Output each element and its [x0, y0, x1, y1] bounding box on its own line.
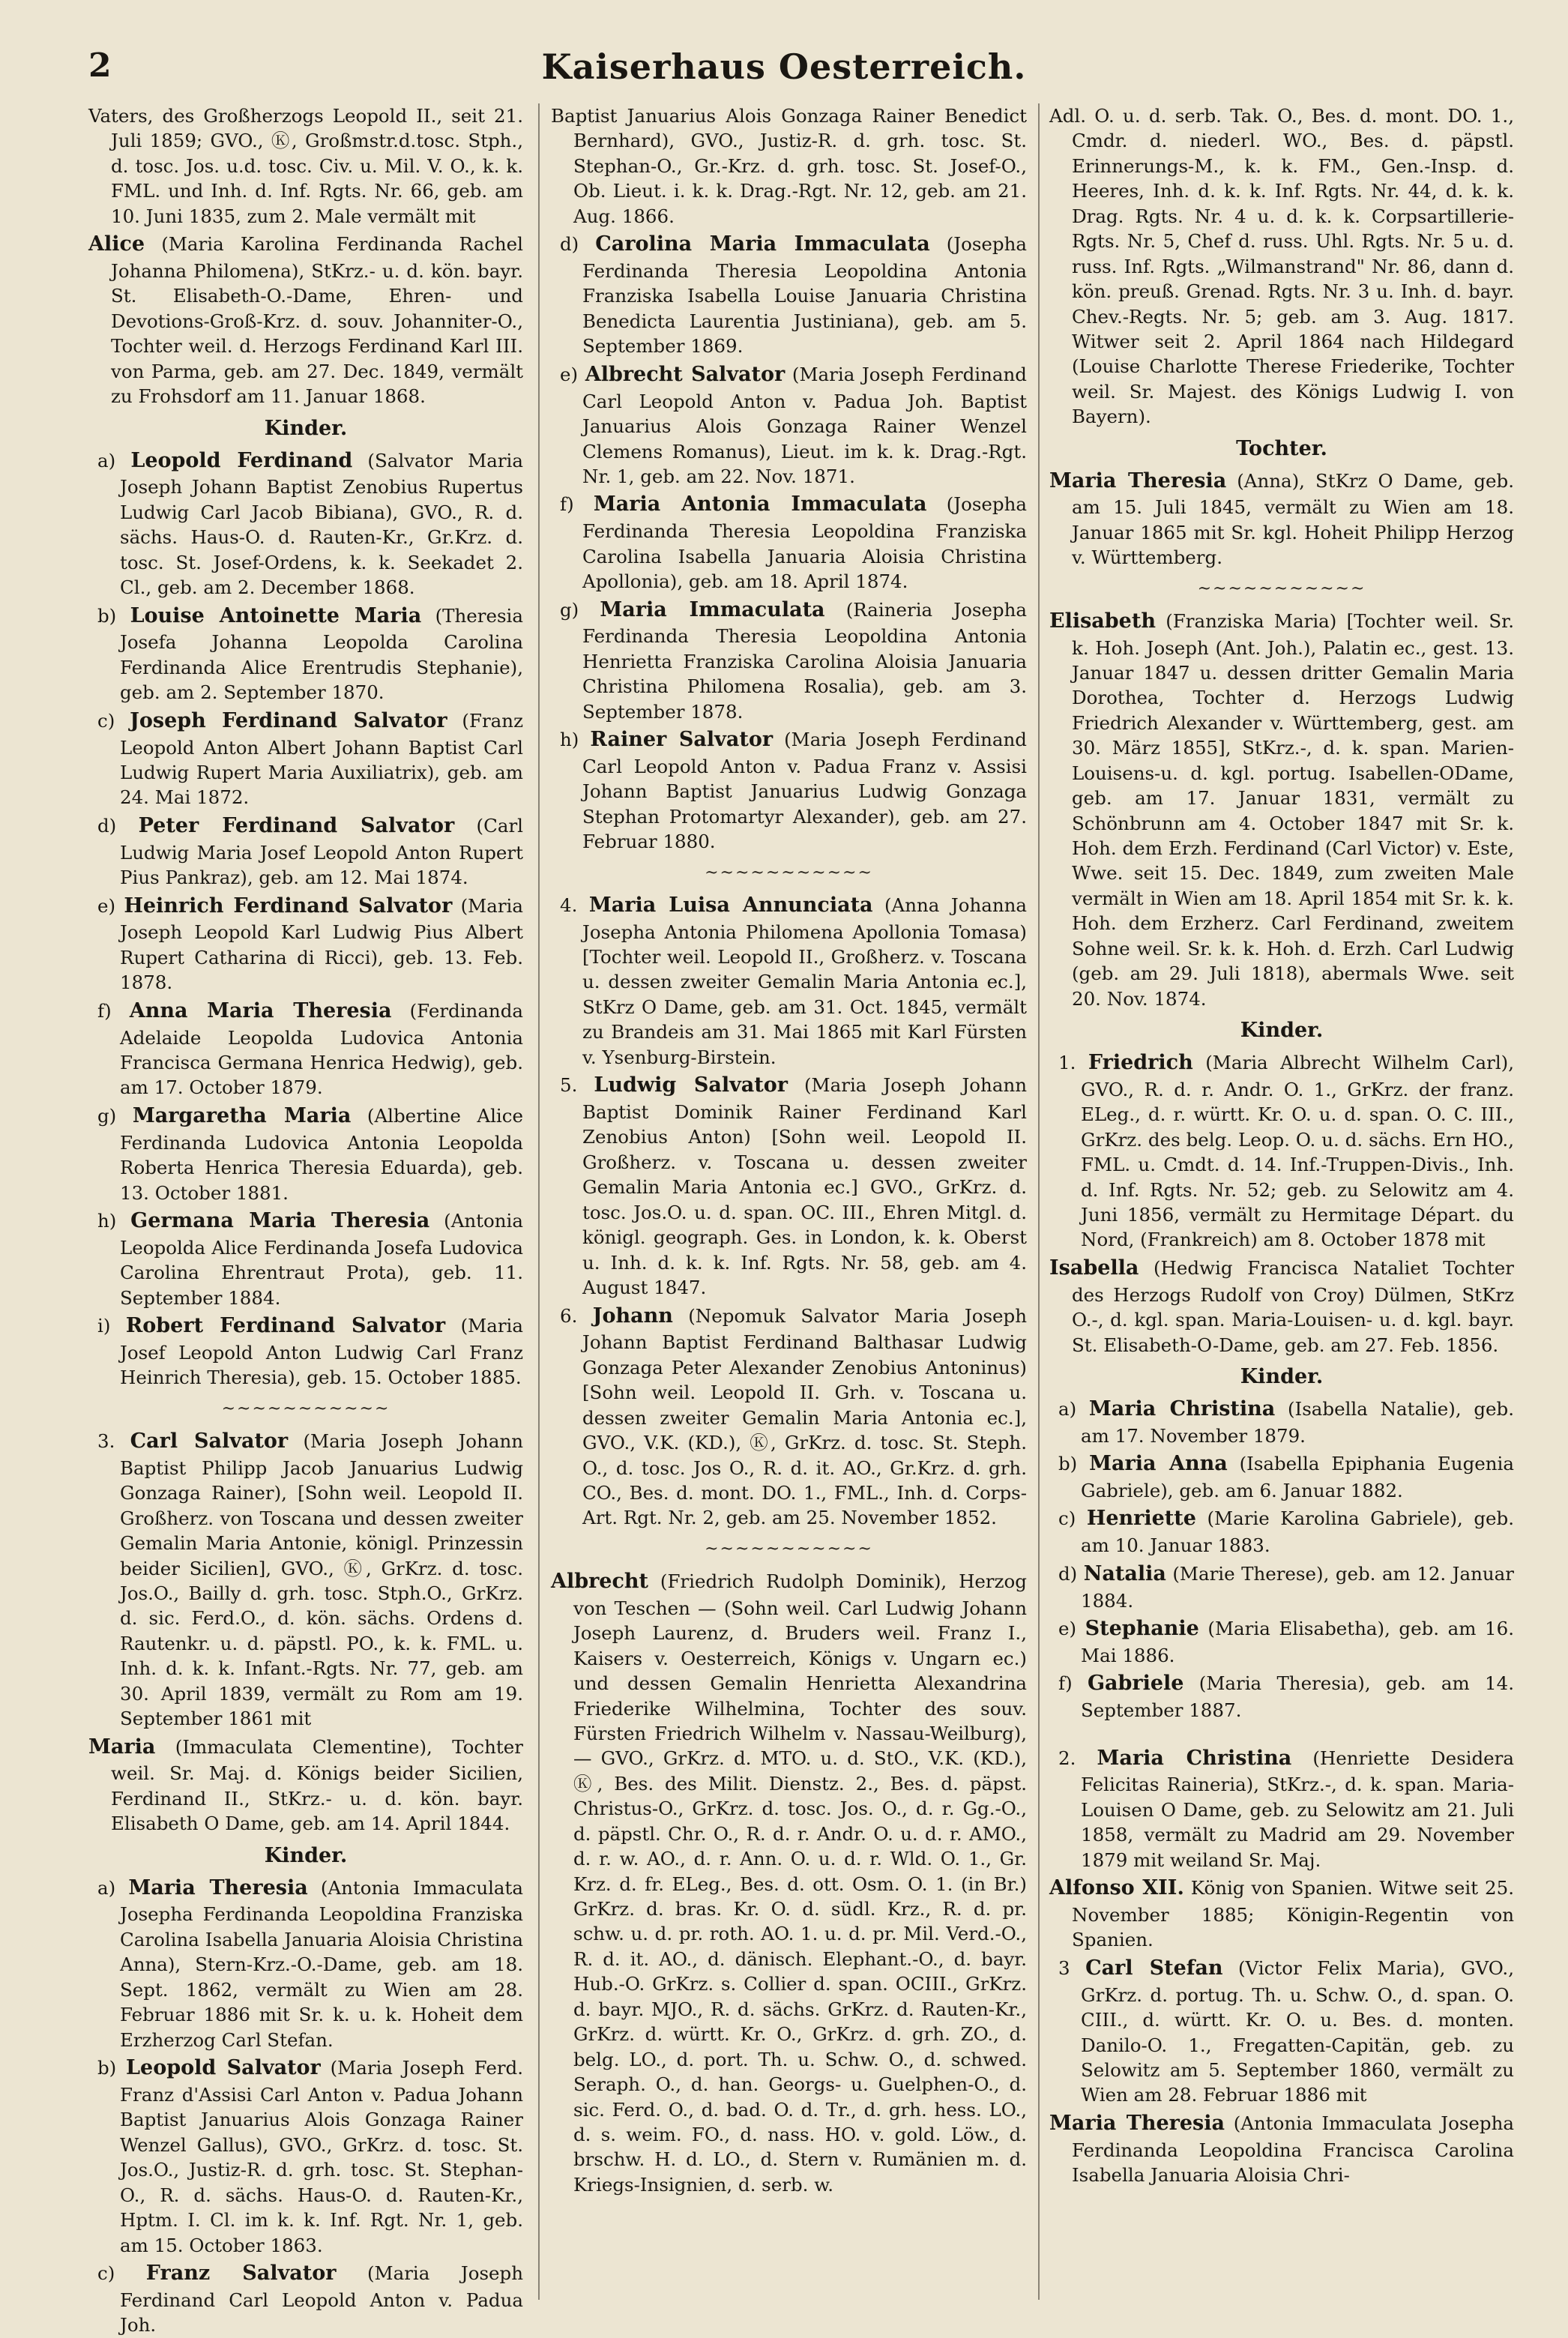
entry-name: Heinrich Ferdinand Salvator — [124, 894, 453, 918]
entry — [97, 1313, 523, 1391]
ornament-divider: ~~~~~~~~~~~ — [705, 863, 873, 882]
entry — [97, 448, 523, 600]
entry-text: (Isabella Natalie), geb. am 17. November 1879. — [1081, 1397, 1514, 1447]
entry — [560, 361, 1027, 489]
entry — [560, 1303, 1027, 1531]
spacer — [1049, 1726, 1514, 1745]
entry-name: Johann — [592, 1304, 673, 1328]
entry-index: b) — [1058, 1453, 1078, 1475]
entry-index: d) — [560, 233, 579, 256]
entry-name: Maria Theresia — [1049, 2111, 1225, 2135]
column-left — [88, 103, 524, 2337]
entry — [97, 2260, 523, 2338]
entry-index: a) — [1058, 1397, 1077, 1420]
section-heading: Kinder. — [264, 416, 348, 440]
entry-name: Maria Luisa Annunciata — [588, 893, 873, 917]
entry-text: (Maria Joseph Johann Baptist Philipp Jacob Januarius Ludwig Gonzaga Rainer), [Sohn weil. Leopold II. Großherz. von Toscana und dessen zweiter Gemalin Maria Antonie, königl. Prinzessin beider Sicilien], GVO., Ⓚ, GrKrz. d. tosc. Jos.O., Bailly d. grh. tosc. Stph.O., GrKrz. d. sic. Ferd.O., d. kön. sächs. Ordens d. Rautenkr. u. d. päpstl. PO., k. k. FML. u. Inh. d. k. k. Infant.-Rgts. Nr. 77, geb. am 30. April 1839, vermält zu Rom am 19. September 1861 mit — [120, 1429, 524, 1730]
entry — [1058, 1955, 1514, 2108]
entry-index: g) — [97, 1104, 117, 1127]
entry-text: (Maria Theresia), geb. am 14. September 1887. — [1081, 1672, 1514, 1722]
entry — [88, 103, 523, 229]
entry-index: 5. — [560, 1074, 578, 1097]
entry — [1058, 1450, 1514, 1503]
entry-name: Albrecht — [551, 1569, 649, 1593]
column-rule — [1038, 103, 1040, 2300]
entry-index: b) — [97, 604, 117, 627]
entry — [97, 1875, 523, 2052]
page-header — [0, 46, 1568, 99]
entry-text: (Immaculata Clementine), Tochter weil. Sr. Maj. d. Königs beider Sicilien, Ferdinand II., StKrz.- u. d. kön. bayr. Elisabeth O Dame, geb. am 14. April 1844. — [111, 1735, 523, 1835]
entry-text: (Maria Joseph Leopold Karl Ludwig Pius Albert Rupert Catharina di Ricci), geb. 13. Feb. 1878. — [120, 894, 523, 994]
entry — [1058, 1745, 1514, 1873]
entry-index: c) — [1058, 1507, 1076, 1530]
entry-index: 3. — [97, 1429, 115, 1452]
entry-name: Leopold Salvator — [126, 2056, 321, 2080]
entry-name: Maria Theresia — [1049, 468, 1227, 492]
entry-text: (Josepha Ferdinanda Theresia Leopoldina Antonia Franziska Isabella Louise Januaria Christina Benedicta Laurentia Justiniana), geb. am 5. September 1869. — [582, 233, 1027, 358]
entry-name: Natalia — [1083, 1561, 1166, 1585]
entry-index: a) — [97, 1876, 116, 1899]
entry-index: 2. — [1058, 1747, 1076, 1769]
entry-name: Friedrich — [1088, 1050, 1193, 1074]
column-middle — [551, 103, 1027, 2300]
entry-index: e) — [1058, 1617, 1077, 1639]
entry-name: Alice — [88, 232, 145, 256]
section-heading: Kinder. — [1240, 1365, 1324, 1389]
entry — [97, 1208, 523, 1310]
entry-text: (Maria Josef Leopold Anton Ludwig Carl Franz Heinrich Theresia), geb. 15. October 1885. — [120, 1315, 523, 1389]
entry-name: Alfonso XII. — [1049, 1876, 1184, 1900]
entry-text: (Nepomuk Salvator Maria Joseph Johann Baptist Ferdinand Balthasar Ludwig Gonzaga Peter Alexander Zenobius Antoninus) [Sohn weil. Leopold II. Grh. v. Toscana u. dessen zweiter Gemalin Maria Antonia ec.], GVO., V.K. (KD.), Ⓚ, GrKrz. d. tosc. St. Steph. O., d. tosc. Jos O., R. d. it. AO., Gr.Krz. d. grh. CO., Bes. d. mont. DO. 1., FML., Inh. d. Corps-Art. Rgt. Nr. 2, geb. am 25. November 1852. — [582, 1304, 1027, 1529]
entry-name: Joseph Ferdinand Salvator — [130, 708, 447, 732]
entry-text: (Isabella Epiphania Eugenia Gabriele), geb. am 6. Januar 1882. — [1081, 1453, 1514, 1501]
entry-name: Franz Salvator — [145, 2261, 337, 2285]
entry-index: e) — [560, 363, 579, 385]
entry-name: Anna Maria Theresia — [129, 998, 392, 1022]
entry — [560, 491, 1027, 594]
entry-index: e) — [97, 894, 116, 917]
entry — [551, 1568, 1027, 2197]
page-number: 2 — [88, 46, 112, 85]
entry-text: (Franziska Maria) [Tochter weil. Sr. k. Hoh. Joseph (Ant. Joh.), Palatin ec., gest. 13. Januar 1847 u. dessen dritter Gemalin Maria Dorothea, Tochter d. Herzogs Ludwig Friedrich Alexander v. Württemberg, gest. am 30. März 1855], StKrz.-, d. k. span. Marien-Louisens-u. d. kgl. portug. Isabellen-ODame, geb. am 17. Januar 1831, vermält zu Schönbrunn am 4. October 1847 mit Sr. k. Hoh. dem Erzh. Ferdinand (Carl Victor) v. Este, Wwe. seit 15. Dec. 1849, zum zweiten Male vermält in Wien am 18. April 1854 mit Sr. k. k. Hoh. dem Erzherz. Carl Ferdinand, zweitem Sohne weil. Sr. k. k. Hoh. d. Erzh. Carl Ludwig (geb. am 29. Juli 1818), abermals Wwe. seit 20. Nov. 1874. — [1072, 609, 1514, 1010]
entry-text: (Antonia Immaculata Josepha Ferdinanda Leopoldina Franziska Carolina Isabella Januaria Aloisia Christina Anna), Stern-Krz.-O.-Dame, geb. am 18. Sept. 1862, vermält zu Wien am 28. Februar 1886 mit Sr. k. u. k. Hoheit dem Erzherzog Carl Stefan. — [120, 1876, 523, 2051]
entry-name: Albrecht Salvator — [585, 362, 785, 386]
entry-name: Carl Salvator — [130, 1429, 289, 1453]
entry-text: (Victor Felix Maria), GVO., GrKrz. d. portug. Th. u. Schw. O., d. span. O. CIII., d. württ. Kr. O. u. Bes. d. monten. Danilo-O. 1., Fregatten-Capitän, geb. zu Selowitz am 5. September 1860, vermält zu Wien am 28. Februar 1886 mit — [1081, 1956, 1514, 2106]
entry-index: f) — [1058, 1672, 1073, 1695]
entry-name: Carolina Maria Immaculata — [595, 232, 930, 256]
entry — [88, 231, 523, 409]
entry — [560, 231, 1027, 359]
entry-text: (Hedwig Francisca Nataliet Tochter des Herzogs Rudolf von Croy) Dülmen, StKrz O.-, d. kgl. span. Maria-Louisen- u. d. kgl. bayr. St. Elisabeth-O-Dame, geb. am 27. Feb. 1856. — [1072, 1256, 1514, 1356]
entry — [88, 1734, 523, 1837]
entry-name: Maria Christina — [1088, 1397, 1276, 1420]
entry-text: (Carl Ludwig Maria Josef Leopold Anton Rupert Pius Pankraz), geb. am 12. Mai 1874. — [120, 814, 523, 889]
entry — [97, 893, 523, 995]
section-heading: Kinder. — [264, 1843, 348, 1867]
entry-text: (Maria Joseph Johann Baptist Dominik Rainer Ferdinand Karl Zenobius Anton) [Sohn weil. Leopold II. Großherz. v. Toscana u. dessen zweiter Gemalin Maria Antonia ec.] GVO., GrKrz. d. tosc. Jos.O. u. d. span. OC. III., Ehren Mitgl. d. königl. geograph. Ges. in London, k. k. Oberst u. Inh. d. k. k. Inf. Rgts. Nr. 58, geb. am 4. August 1847. — [582, 1074, 1028, 1299]
entry-text: (Anna), StKrz O Dame, geb. am 15. Juli 1845, vermält zu Wien am 18. Januar 1865 mit Sr. kgl. Hoheit Philipp Herzog v. Württemberg. — [1072, 469, 1514, 569]
entry-name: Leopold Ferdinand — [130, 448, 353, 472]
entry — [1049, 103, 1514, 430]
entry-index: 4. — [560, 894, 578, 916]
entry — [97, 2055, 523, 2258]
entry-name: Maria Antonia Immaculata — [593, 492, 927, 516]
column-rule — [538, 103, 540, 2300]
entry-name: Maria Anna — [1089, 1452, 1228, 1476]
entry — [97, 998, 523, 1100]
entry-name: Elisabeth — [1049, 609, 1156, 633]
entry — [1049, 2110, 1514, 2188]
entry — [551, 103, 1027, 229]
entry-name: Peter Ferdinand Salvator — [138, 813, 455, 837]
entry-index: b) — [97, 2057, 117, 2079]
entry — [560, 892, 1027, 1070]
entry-index: h) — [560, 729, 579, 751]
entry-text: König von Spanien. Witwe seit 25. November 1885; Königin-Regentin von Spanien. — [1072, 1877, 1514, 1951]
entry-name: Maria Theresia — [128, 1875, 308, 1899]
entry-text: (Ferdinanda Adelaide Leopolda Ludovica Antonia Francisca Germana Henrica Hedwig), geb. am 17. October 1879. — [120, 999, 523, 1099]
entry-text: (Maria Elisabetha), geb. am 16. Mai 1886. — [1081, 1617, 1514, 1666]
entry — [1058, 1049, 1514, 1253]
entry-text: Adl. O. u. d. serb. Tak. O., Bes. d. mont. DO. 1., Cmdr. d. niederl. WO., Bes. d. päpstl. Erinnerungs-M., k. k. FM., Gen.-Insp. d. Heeres, Inh. d. k. k. Inf. Rgts. Nr. 44, d. k. k. Drag. Rgts. Nr. 4 u. d. k. k. Corpsartillerie-Rgts. Nr. 5, Chef d. russ. Uhl. Rgts. Nr. 5 u. d. russ. Inf. Rgts. „Wilmanstrand" Nr. 86, dann d. kön. preuß. Grenad. Rgts. Nr. 3 u. Inh. d. bayr. Chev.-Regts. Nr. 5; geb. am 3. Aug. 1817. Witwer seit 2. April 1864 nach Hildegard (Louise Charlotte Therese Friederike, Tochter weil. Sr. Majest. des Königs Ludwig I. von Bayern). — [1049, 105, 1514, 428]
entry-index: c) — [97, 709, 115, 732]
entry-text: Baptist Januarius Alois Gonzaga Rainer Benedict Bernhard), GVO., Justiz-R. d. grh. tosc. St. Stephan-O., Gr.-Krz. d. grh. tosc. St. Josef-O., Ob. Lieut. i. k. k. Drag.-Rgt. Nr. 12, geb. am 21. Aug. 1866. — [551, 105, 1027, 227]
entry-name: Maria Christina — [1097, 1746, 1292, 1770]
entry-name: Robert Ferdinand Salvator — [125, 1314, 446, 1338]
entry-text: (Salvator Maria Joseph Johann Baptist Zenobius Rupertus Ludwig Carl Jacob Bibiana), GVO., R. d. sächs. Haus-O. d. Rauten-Kr., Gr.Krz. d. tosc. St. Josef-Ordens, k. k. Seekadet 2. Cl., geb. am 2. December 1868. — [120, 449, 523, 599]
entry-name: Isabella — [1049, 1256, 1139, 1280]
entry-text: (Albertine Alice Ferdinanda Ludovica Antonia Leopolda Roberta Henrica Theresia Eduarda), geb. 13. October 1881. — [120, 1104, 523, 1204]
entry-text: (Maria Albrecht Wilhelm Carl), GVO., R. d. r. Andr. O. 1., GrKrz. der franz. ELeg., d. r. württ. Kr. O. u. d. span. O. C. III., GrKrz. des belg. Leop. O. u. d. sächs. Ern HO., FML. u. Cmdt. d. 14. Inf.-Truppen-Divis., Inh. d. Inf. Rgts. Nr. 52; geb. zu Selowitz am 4. Juni 1856, vermält zu Hermitage Départ. du Nord, (Frankreich) am 8. October 1878 mit — [1081, 1051, 1514, 1251]
entry — [560, 726, 1027, 855]
entry-text: (Raineria Josepha Ferdinanda Theresia Leopoldina Antonia Henrietta Franziska Carolina Aloisia Januaria Christina Philomena Rosalia), geb. am 3. September 1878. — [582, 598, 1027, 723]
entry-text: (Antonia Leopolda Alice Ferdinanda Josefa Ludovica Carolina Ehrentraut Prota), geb. 11. September 1884. — [120, 1210, 523, 1309]
entry-index: f) — [560, 493, 574, 516]
entry-name: Margaretha Maria — [132, 1103, 352, 1127]
entry-name: Maria Immaculata — [600, 597, 825, 621]
entry-text: (Marie Karolina Gabriele), geb. am 10. Januar 1883. — [1081, 1507, 1514, 1557]
entry — [560, 597, 1027, 725]
column-right — [1049, 103, 1514, 2300]
entry — [560, 1072, 1028, 1300]
entry-index: i) — [97, 1315, 111, 1337]
entry — [97, 708, 523, 810]
entry-name: Louise Antoinette Maria — [130, 603, 422, 627]
entry — [97, 813, 523, 891]
entry — [97, 603, 523, 705]
entry-text: (Antonia Immaculata Josepha Ferdinanda Leopoldina Francisca Carolina Isabella Januaria Aloisia Chri- — [1072, 2112, 1514, 2187]
entry-text: (Maria Karolina Ferdinanda Rachel Johanna Philomena), StKrz.- u. d. kön. bayr. St. Elisabeth-O.-Dame, Ehren- und Devotions-Groß-Krz. d. souv. Johanniter-O., Tochter weil. d. Herzogs Ferdinand Karl III. von Parma, geb. am 27. Dec. 1849, vermält zu Frohsdorf am 11. Januar 1868. — [111, 233, 523, 408]
entry-index: c) — [97, 2262, 115, 2284]
entry — [1049, 608, 1514, 1011]
entry — [1058, 1670, 1514, 1723]
entry-index: d) — [97, 814, 117, 837]
entry-name: Gabriele — [1087, 1672, 1184, 1696]
section-heading: Tochter. — [1236, 436, 1327, 460]
entry-name: Rainer Salvator — [590, 728, 774, 752]
entry-text: (Maria Joseph Ferdinand Carl Leopold Anton v. Padua Joh. — [120, 2262, 523, 2337]
entry-text: (Maria Joseph Ferd. Franz d'Assisi Carl Anton v. Padua Johann Baptist Januarius Alois Gonzaga Rainer Wenzel Gallus), GVO., GrKrz. d. tosc. St. Jos.O., Justiz-R. d. grh. tosc. St. Stephan-O., R. d. sächs. Haus-O. d. Rauten-Kr., Hptm. I. Cl. im k. k. Inf. Rgt. Nr. 1, geb. am 15. October 1863. — [120, 2057, 523, 2256]
entry — [1058, 1396, 1514, 1448]
entry-index: d) — [1058, 1562, 1078, 1585]
entry-name: Carl Stefan — [1085, 1956, 1223, 1980]
entry-text: (Franz Leopold Anton Albert Johann Baptist Carl Ludwig Rupert Maria Auxiliatrix), geb. am 24. Mai 1872. — [120, 709, 523, 809]
entry-name: Germana Maria Theresia — [130, 1209, 430, 1233]
entry — [97, 1428, 524, 1732]
ornament-divider: ~~~~~~~~~~~ — [1197, 579, 1366, 598]
entry-text: (Anna Johanna Josepha Antonia Philomena Apollonia Tomasa) [Tochter weil. Leopold II., Großherz. v. Toscana u. dessen zweiter Gemalin Maria Antonia ec.], StKrz O Dame, geb. am 31. Oct. 1845, vermält zu Brandeis am 31. Mai 1865 mit Karl Fürsten v. Ysenburg-Birstein. — [582, 894, 1027, 1068]
entry-text: (Theresia Josefa Johanna Leopolda Carolina Ferdinanda Alice Erentrudis Stephanie), geb. am 2. September 1870. — [120, 604, 523, 704]
entry-text: (Friedrich Rudolph Dominik), Herzog von Teschen — (Sohn weil. Carl Ludwig Johann Joseph Laurenz, d. Bruders weil. Franz I., Kaisers v. Oesterreich, Königs v. Ungarn ec.) und dessen Gemalin Henrietta Alexandrina Friederike Wilhelmina, Tochter des souv. Fürsten Friedrich Wilhelm v. Nassau-Weilburg), — GVO., GrKrz. d. MTO. u. d. StO., V.K. (KD.), Ⓚ, Bes. des Milit. Dienstz. 2., Bes. d. päpst. Christus-O., GrKrz. d. tosc. Jos. O., d. r. Gg.-O., d. päpstl. Chr. O., R. d. r. Andr. O. u. d. r. AMO., d. r. w. AO., d. r. Ann. O. u. d. r. Wld. O. 1., Gr. Krz. d. fr. ELeg., Bes. d. ott. Osm. O. 1. (in Br.) GrKrz. d. bras. Kr. O. d. südl. Krz., R. d. pr. schw. u. d. pr. roth. AO. 1. u. d. pr. Mil. Verd.-O., R. d. it. AO., d. dänisch. Elephant.-O., d. bayr. Hub.-O. GrKrz. s. Collier d. span. OCIII., GrKrz. d. bayr. MJO., R. d. sächs. GrKrz. d. Rauten-Kr., GrKrz. d. württ. Kr. O., GrKrz. d. grh. ZO., d. belg. LO., d. port. Th. u. Schw. O., d. schwed. Seraph. O., d. han. Georgs- u. Guelphen-O., d. sic. Ferd. O., d. bad. O. d. Tr., d. grh. hess. LO., d. s. weim. FO., d. nass. HO. v. gold. Löw., d. brschw. H. d. LO., d. Stern v. Rumänien m. d. Kriegs-Insignien, d. serb. w. — [573, 1570, 1027, 2196]
entry-name: Stephanie — [1085, 1616, 1199, 1640]
entry-index: h) — [97, 1210, 117, 1232]
entry — [1049, 1255, 1514, 1358]
entry-index: g) — [560, 598, 579, 621]
entry — [1049, 1875, 1514, 1953]
entry — [1058, 1615, 1514, 1668]
entry-text: (Maria Joseph Ferdinand Carl Leopold Anton v. Padua Franz v. Assisi Johann Baptist Januarius Ludwig Gonzaga Stephan Protomartyr Alexander), geb. am 27. Februar 1880. — [582, 729, 1027, 853]
ornament-divider: ~~~~~~~~~~~ — [221, 1399, 391, 1418]
section-heading: Kinder. — [1240, 1019, 1324, 1043]
entry-name: Henriette — [1086, 1507, 1196, 1531]
running-title: Kaiserhaus Oesterreich. — [541, 46, 1027, 87]
entry-index: 1. — [1058, 1051, 1076, 1073]
entry-index: 3 — [1058, 1956, 1070, 1979]
entry-index: f) — [97, 999, 112, 1022]
entry-text: (Marie Therese), geb. am 12. Januar 1884. — [1081, 1562, 1514, 1612]
entry-text: Vaters, des Großherzogs Leopold II., seit 21. Juli 1859; GVO., Ⓚ, Großmstr.d.tosc. Stph., d. tosc. Jos. u.d. tosc. Civ. u. Mil. V. O., k. k. FML. und Inh. d. Inf. Rgts. Nr. 66, geb. am 10. Juni 1835, zum 2. Male vermält mit — [88, 105, 523, 227]
entry — [1058, 1561, 1514, 1613]
entry-text: (Josepha Ferdinanda Theresia Leopoldina Franziska Carolina Isabella Januaria Aloisia Christina Apollonia), geb. am 18. April 1874. — [582, 493, 1027, 593]
entry-name: Ludwig Salvator — [594, 1073, 788, 1097]
entry — [1049, 468, 1514, 570]
entry — [97, 1103, 523, 1205]
entry-name: Maria — [88, 1735, 156, 1759]
ornament-divider: ~~~~~~~~~~~ — [705, 1539, 873, 1558]
entry-index: 6. — [560, 1304, 578, 1327]
entry-index: a) — [97, 449, 116, 471]
entry — [1058, 1505, 1514, 1558]
entry-text: (Henriette Desidera Felicitas Raineria), StKrz.-, d. k. span. Maria-Louisen O Dame, geb. zu Selowitz am 21. Juli 1858, vermält zu Madrid am 29. November 1879 mit weiland Sr. Maj. — [1081, 1747, 1514, 1871]
entry-text: (Maria Joseph Ferdinand Carl Leopold Anton v. Padua Joh. Baptist Januarius Alois Gonzaga Rainer Wenzel Clemens Romanus), Lieut. im k. k. Drag.-Rgt. Nr. 1, geb. am 22. Nov. 1871. — [582, 363, 1027, 487]
